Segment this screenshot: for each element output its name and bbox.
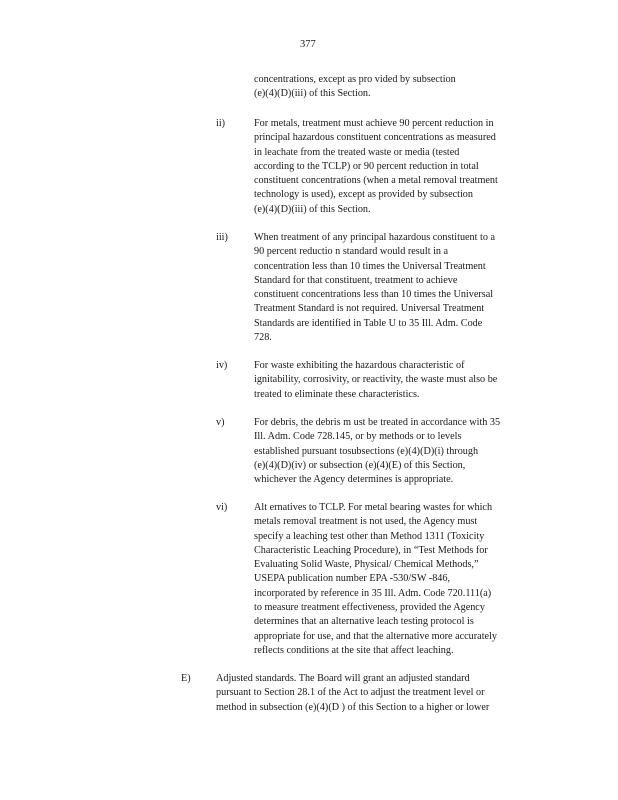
text-line: (e)(4)(D)(iii) of this Section. <box>254 88 371 100</box>
text-line: Alt ernatives to TCLP. For metal bearing wastes for which <box>254 502 493 513</box>
section-marker: E) <box>181 673 191 684</box>
text-line: For waste exhibiting the hazardous characteristic of <box>254 360 465 371</box>
text-line: When treatment of any principal hazardous constituent to a <box>254 232 496 243</box>
text-line: specify a leaching test other than Method 1311 (Toxicity <box>254 530 485 542</box>
text-line: (e)(4)(D)(iv) or subsection (e)(4)(E) of this Section, <box>254 459 466 471</box>
text-line: appropriate for use, and that the alternative more accurately <box>254 630 497 642</box>
text-line: For debris, the debris m ust be treated in accordance with 35 <box>254 417 501 428</box>
text-line: Characteristic Leaching Procedure), in “Test Methods for <box>254 544 488 556</box>
text-line: constituent concentrations less than 10 times the Universal <box>254 289 494 301</box>
text-line: principal hazardous constituent concentrations as measured <box>254 132 496 144</box>
text-line: determines that an alternative leach testing protocol is <box>254 616 474 628</box>
item-marker: ii) <box>216 118 226 129</box>
item-text <box>254 359 546 402</box>
item-marker: iii) <box>216 232 228 243</box>
text-line: pursuant to Section 28.1 of the Act to adjust the treatment level or <box>216 687 485 699</box>
item-text <box>254 416 546 487</box>
text-line: Standard for that constituent, treatment to achieve <box>254 274 458 286</box>
text-line: Standards are identified in Table U to 35 Ill. Adm. Code <box>254 317 483 329</box>
page-number: 377 <box>300 39 316 50</box>
item-marker: v) <box>216 417 225 428</box>
text-line: 90 percent reductio n standard would result in a <box>254 246 449 258</box>
item-text <box>254 117 546 217</box>
text-line: USEPA publication number EPA -530/SW -846, <box>254 573 451 585</box>
text-line: method in subsection (e)(4)(D ) of this Section to a higher or lower <box>216 701 490 713</box>
item-marker: vi) <box>216 502 228 513</box>
text-line: Ill. Adm. Code 728.145, or by methods or to levels <box>254 431 462 443</box>
text-line: metals removal treatment is not used, the Agency must <box>254 516 478 528</box>
text-line: treated to eliminate these characteristics. <box>254 388 420 400</box>
item-marker: iv) <box>216 360 228 371</box>
text-line: Adjusted standards. The Board will grant an adjusted standard <box>216 673 470 684</box>
text-line: (e)(4)(D)(iii) of this Section. <box>254 203 371 215</box>
text-line: concentrations, except as pro vided by subsection <box>254 74 456 85</box>
text-line: to measure treatment effectiveness, provided the Agency <box>254 602 485 614</box>
text-line: ignitability, corrosivity, or reactivity, the waste must also be <box>254 374 498 386</box>
item-text <box>254 231 546 345</box>
text-line: Treatment Standard is not required. Universal Treatment <box>254 303 485 315</box>
text-line: constituent concentrations (when a metal removal treatment <box>254 175 498 187</box>
text-line: established pursuant tosubsections (e)(4)(D)(i) through <box>254 445 479 457</box>
text-line: reflects conditions at the site that affect leaching. <box>254 644 454 656</box>
text-line: concentration less than 10 times the Universal Treatment <box>254 260 486 272</box>
text-line: in leachate from the treated waste or media (tested <box>254 146 460 158</box>
text-line: whichever the Agency determines is appropriate. <box>254 474 454 486</box>
section-text <box>216 672 546 715</box>
text-line: For metals, treatment must achieve 90 percent reduction in <box>254 118 494 129</box>
text-line: 728. <box>254 332 272 344</box>
item-text <box>254 501 546 658</box>
text-line: incorporated by reference in 35 Ill. Adm. Code 720.111(a) <box>254 587 492 599</box>
text-line: according to the TCLP) or 90 percent reduction in total <box>254 160 479 172</box>
text-line: Evaluating Solid Waste, Physical/ Chemical Methods,” <box>254 559 479 571</box>
intro-paragraph <box>254 73 544 102</box>
text-line: technology is used), except as provided by subsection <box>254 189 473 201</box>
